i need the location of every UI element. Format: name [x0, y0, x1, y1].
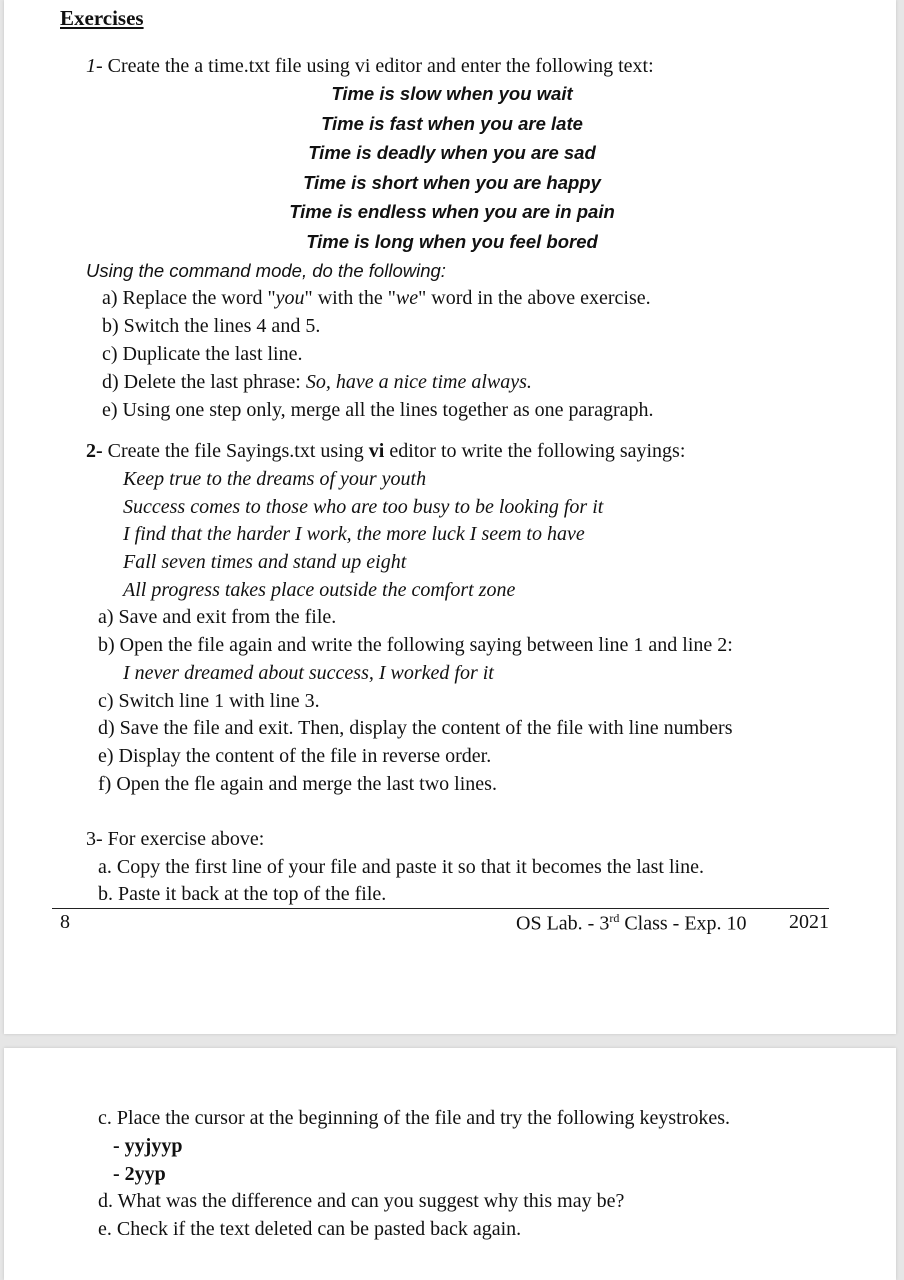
saying-line: Keep true to the dreams of your youth — [123, 468, 427, 490]
command-mode-intro: Using the command mode, do the following: — [86, 260, 446, 281]
poem-line: Time is long when you feel bored — [306, 231, 598, 252]
footer-rule — [52, 908, 829, 909]
poem-line: Time is endless when you are in pain — [289, 201, 615, 222]
exercise-1-item-d: d) Delete the last phrase: So, have a nice time always. — [102, 371, 532, 393]
exercise-1-intro: 1- Create the a time.txt file using vi editor and enter the following text: — [86, 55, 654, 77]
exercise-1-item-a: a) Replace the word "you" with the "we" word in the above exercise. — [102, 287, 651, 309]
poem-line: Time is slow when you wait — [331, 83, 573, 104]
keystroke-1: - yyjyyp — [113, 1135, 183, 1157]
exercise-3-item-a: a. Copy the first line of your file and paste it so that it becomes the last line. — [98, 856, 704, 878]
keystroke-2: - 2yyp — [113, 1163, 166, 1185]
exercise-1-item-e: e) Using one step only, merge all the lines together as one paragraph. — [102, 399, 654, 421]
exercise-2-item-e: e) Display the content of the file in reverse order. — [98, 745, 492, 767]
saying-insert: I never dreamed about success, I worked for it — [123, 662, 494, 684]
exercise-2-item-b: b) Open the file again and write the following saying between line 1 and line 2: — [98, 634, 733, 656]
page-heading: Exercises — [60, 6, 144, 30]
footer-year: 2021 — [789, 911, 829, 933]
exercise-3-intro: 3- For exercise above: — [86, 828, 265, 850]
footer-course: OS Lab. - 3rd Class - Exp. 10 — [516, 911, 747, 935]
saying-line: I find that the harder I work, the more luck I seem to have — [123, 523, 585, 545]
exercise-2-item-a: a) Save and exit from the file. — [98, 606, 337, 628]
exercise-2-intro: 2- Create the file Sayings.txt using vi editor to write the following sayings: — [86, 440, 686, 462]
page-number: 8 — [60, 911, 70, 933]
poem-line: Time is deadly when you are sad — [308, 142, 596, 163]
exercise-3-item-e: e. Check if the text deleted can be pasted back again. — [98, 1218, 522, 1240]
saying-line: All progress takes place outside the comfort zone — [123, 579, 516, 601]
saying-line: Fall seven times and stand up eight — [123, 551, 407, 573]
exercise-1-item-c: c) Duplicate the last line. — [102, 343, 303, 365]
poem-line: Time is fast when you are late — [321, 113, 583, 134]
exercise-3-item-d: d. What was the difference and can you suggest why this may be? — [98, 1190, 625, 1212]
exercise-3-item-c: c. Place the cursor at the beginning of the file and try the following keystrokes. — [98, 1107, 731, 1129]
exercise-2-item-c: c) Switch line 1 with line 3. — [98, 690, 320, 712]
saying-line: Success comes to those who are too busy to be looking for it — [123, 496, 604, 518]
exercise-1-item-b: b) Switch the lines 4 and 5. — [102, 315, 321, 337]
exercise-3-item-b: b. Paste it back at the top of the file. — [98, 883, 387, 905]
poem-line: Time is short when you are happy — [303, 172, 601, 193]
exercise-2-item-d: d) Save the file and exit. Then, display the content of the file with line numbers — [98, 717, 733, 739]
exercise-2-item-f: f) Open the fle again and merge the last two lines. — [98, 773, 497, 795]
